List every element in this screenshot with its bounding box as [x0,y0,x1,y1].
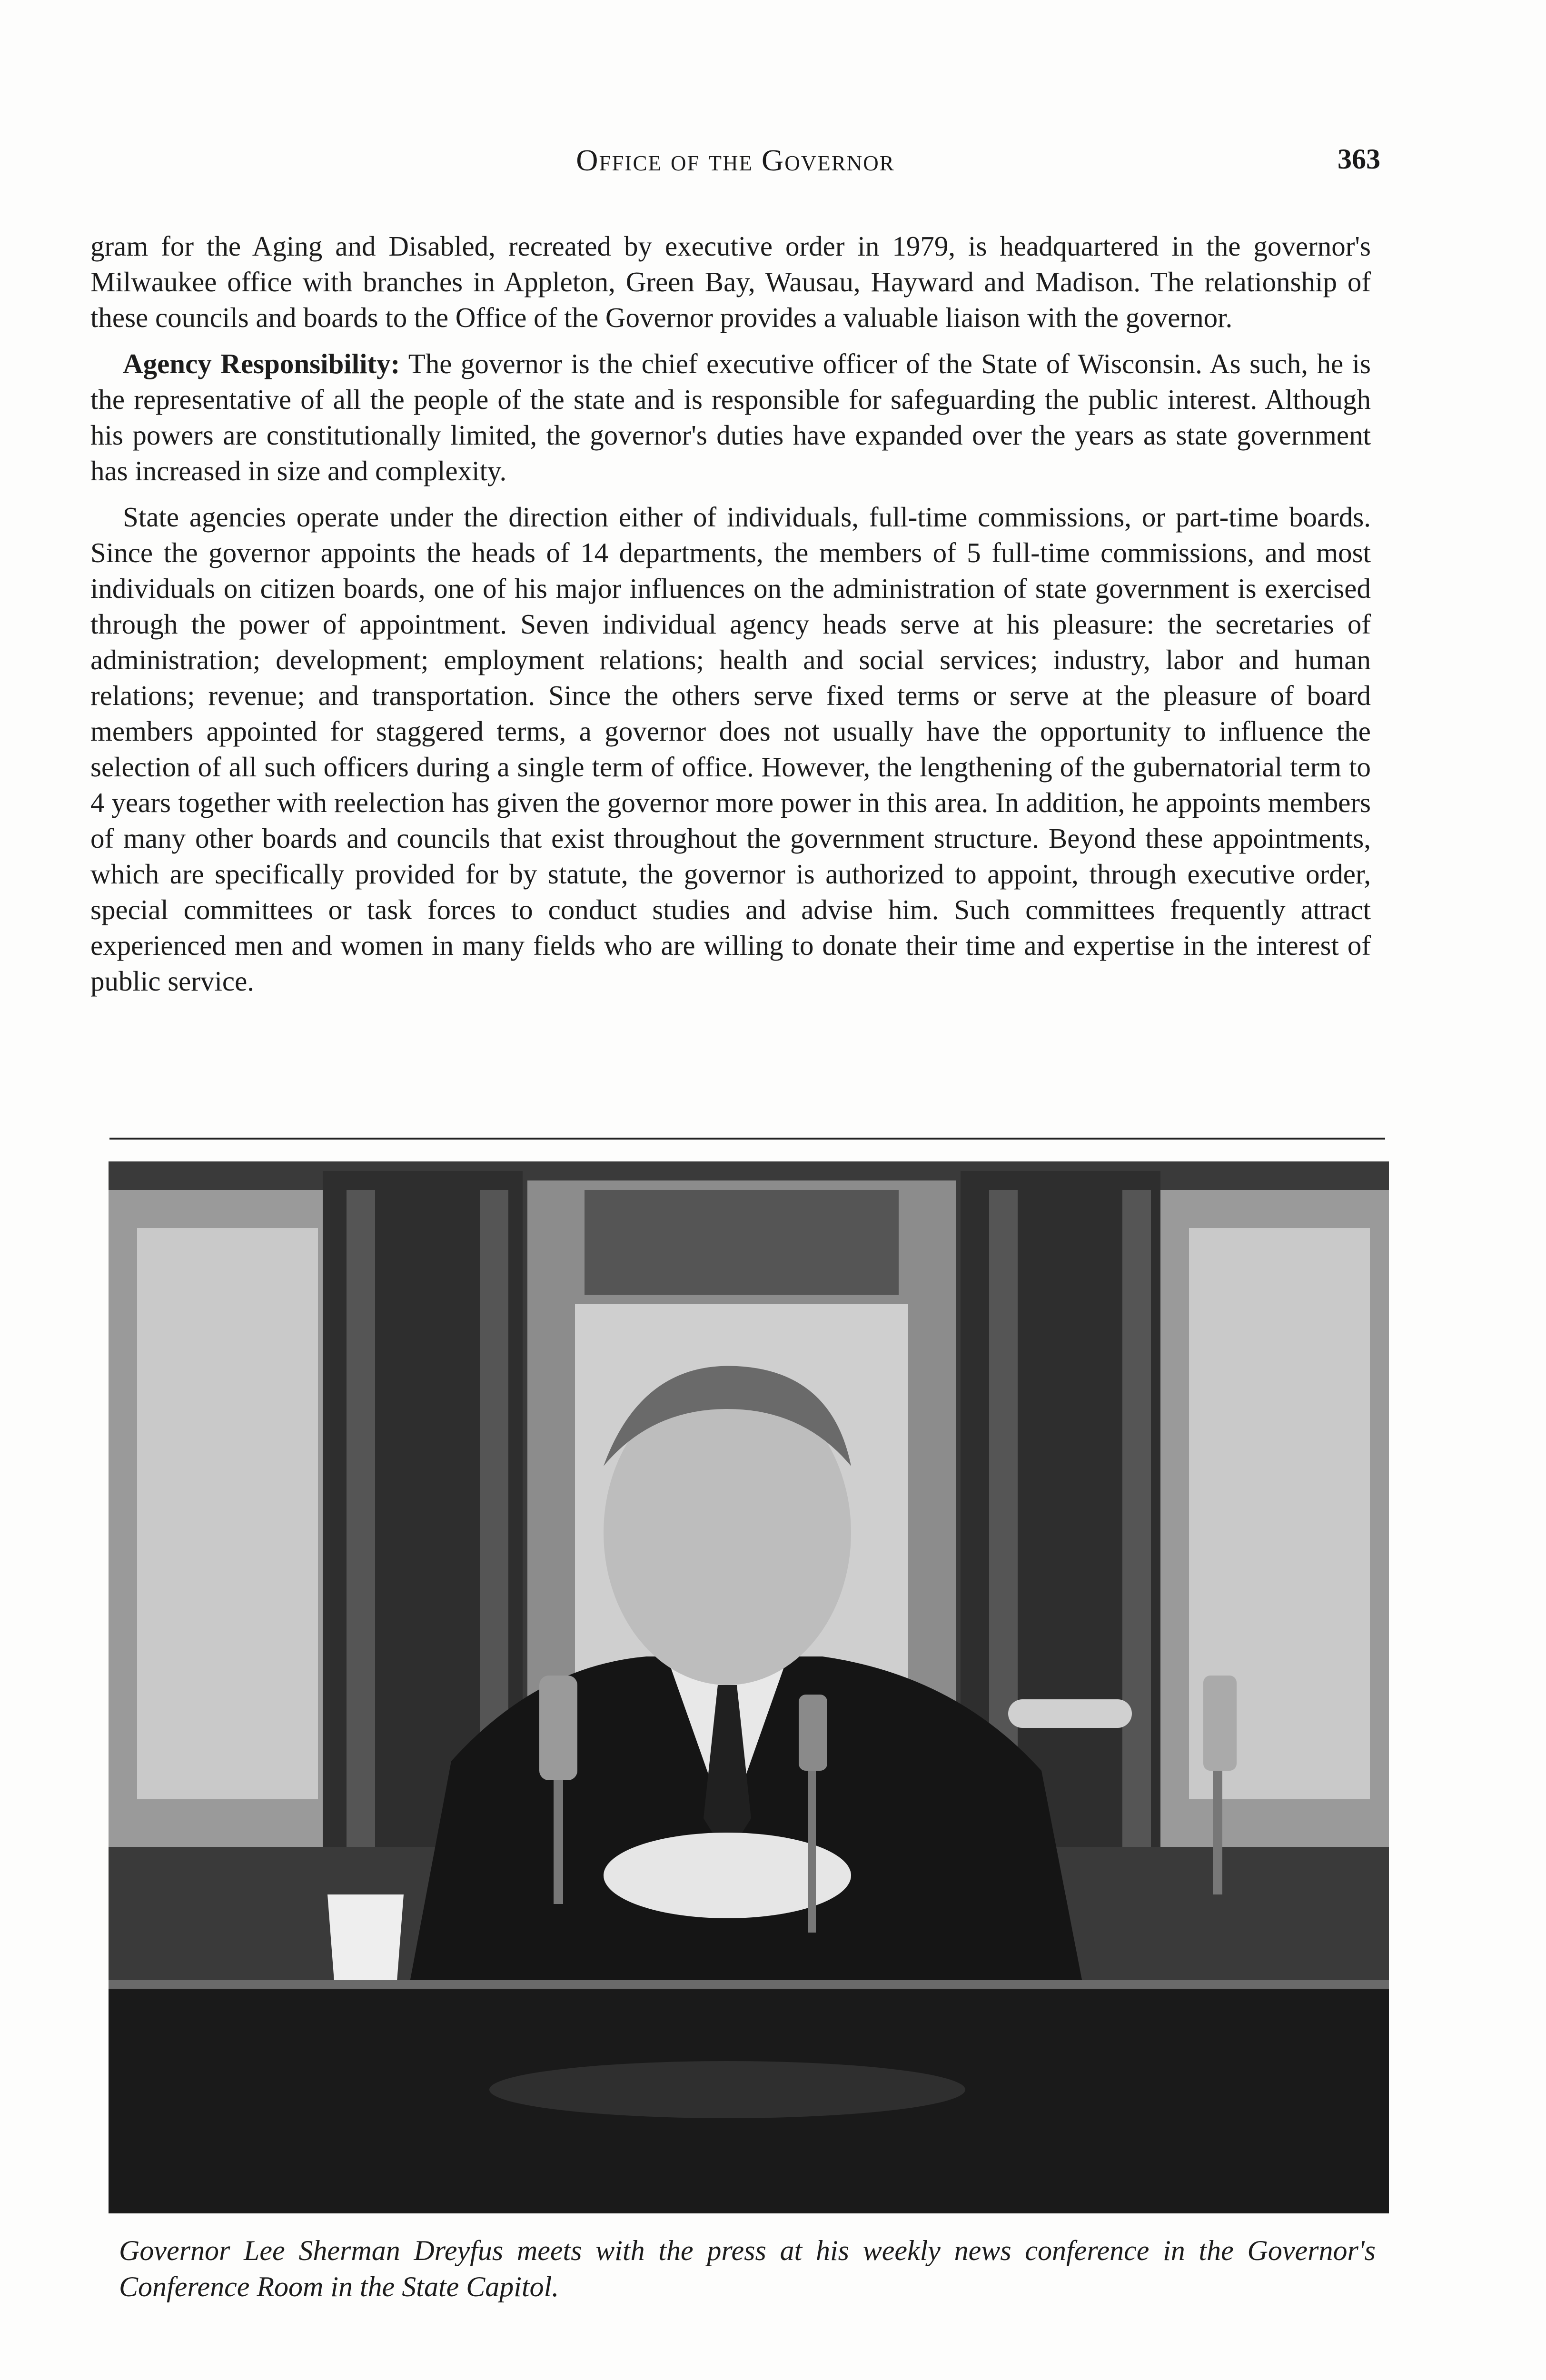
paragraph-agency-responsibility [90,346,1371,489]
running-head [90,143,1380,190]
page-number: 363 [1338,143,1380,175]
body-text [90,228,1371,1010]
section-divider [109,1138,1385,1140]
paragraph-lead-in: Agency Responsibility: [123,348,400,379]
figure-caption: Governor Lee Sherman Dreyfus meets with the press at his weekly news conference in the Governor's Conference Room in the State Capitol. [119,2235,1376,2302]
paragraph-text: The governor is the chief executive officer of the State of Wisconsin. As such, he is the representative of all the people of the state and is responsible for safeguarding the public interest. Although his powers are constitutionally limited, the governor's duties have expanded over the years as state government has increased in size and complexity. [90,348,1371,486]
paragraph-continuation: gram for the Aging and Disabled, recreated by executive order in 1979, is headquartered in the governor's Milwaukee office with branches in Appleton, Green Bay, Wausau, Hayward and Madison. The relationship of these councils and boards to the Office of the Governor provides a valuable liaison with the governor. [90,230,1371,333]
running-title: Office of the Governor [576,143,895,177]
paragraph-state-agencies: State agencies operate under the direction either of individuals, full-time commissions, or part-time boards. Since the governor appoints the heads of 14 departments, the members of 5 full-time commissions, and most individuals on citizen boards, one of his major influences on the administration of state government is exercised through the power of appointment. Seven individual agency heads serve at his pleasure: the secretaries of administration; development; employment relations; health and social services; industry, labor and human relations; revenue; and transportation. Since the others serve fixed terms or serve at the pleasure of board members appointed for staggered terms, a governor does not usually have the opportunity to influence the selection of all such officers during a single term of office. However, the lengthening of the gubernatorial term to 4 years together with reelection has given the governor more power in this area. In addition, he appoints members of many other boards and councils that exist throughout the government structure. Beyond these appointments, which are specifically provided for by statute, the governor is authorized to appoint, through executive order, special committees or task forces to conduct studies and advise him. Such committees frequently attract experienced men and women in many fields who are willing to donate their time and expertise in the interest of public service. [90,501,1371,997]
press-conference-photo [109,1161,1389,2213]
